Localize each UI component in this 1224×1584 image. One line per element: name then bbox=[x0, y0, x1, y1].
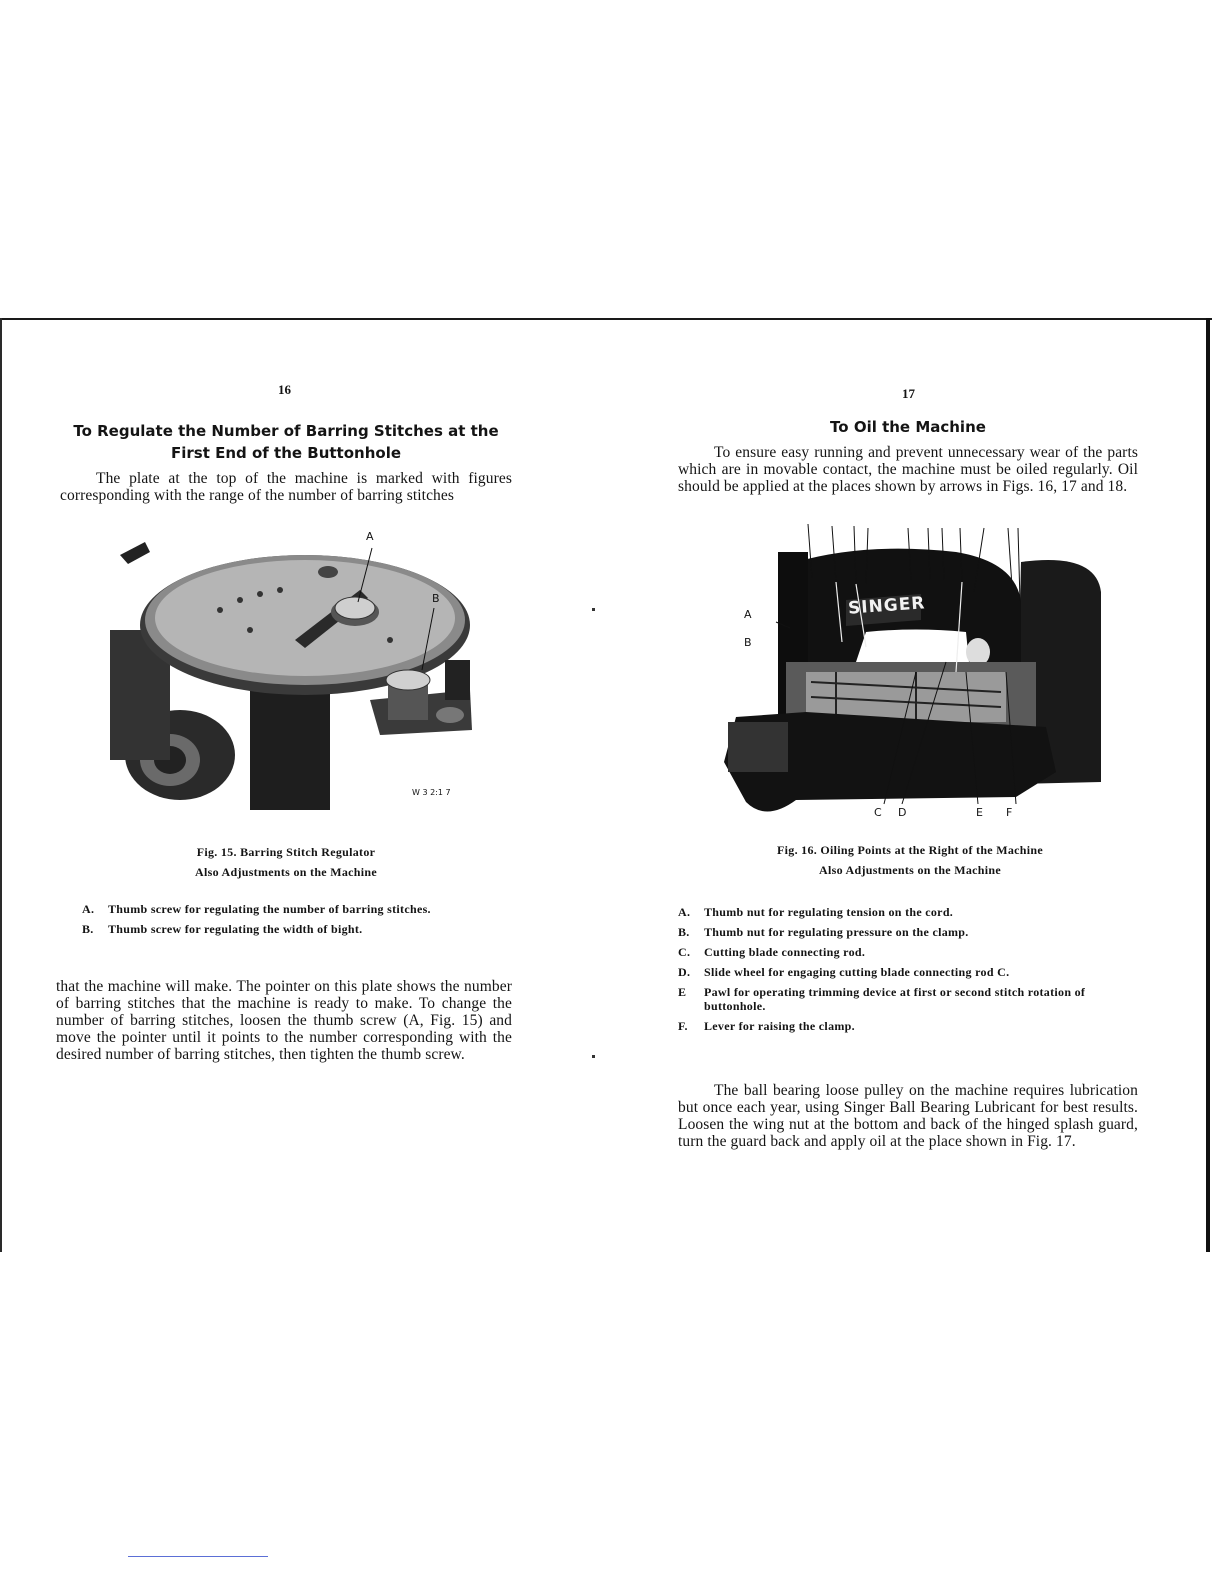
legend-text: Thumb nut for regulating tension on the cord. bbox=[704, 905, 954, 919]
legend-key: E bbox=[678, 985, 687, 999]
page-number-left: 16 bbox=[278, 382, 291, 397]
brand-decal: SINGER bbox=[847, 593, 927, 619]
callout-b-fig15: B bbox=[432, 592, 440, 605]
callout-a-fig15: A bbox=[366, 530, 374, 543]
legend-item bbox=[678, 925, 1140, 939]
caption-line-1: Fig. 16. Oiling Points at the Right of the Machine bbox=[777, 843, 1043, 857]
figure-16-oiling-points bbox=[716, 522, 1106, 827]
body-paragraph-left: that the machine will make. The pointer on this plate shows the number of barring stitches that the machine is ready to make. To change the number of barring stitches, loosen the thumb screw (A, Fig. 15) and move the pointer until it points to the number corresponding with the desired number of barring stitches, then tighten the thumb screw. bbox=[56, 978, 512, 1063]
figure-15-caption bbox=[80, 842, 492, 882]
legend-item bbox=[82, 902, 512, 916]
legend-key: C. bbox=[678, 945, 691, 959]
callout-f-fig16: F bbox=[1006, 806, 1013, 819]
legend-key: B. bbox=[82, 922, 94, 936]
figure-16-legend bbox=[678, 905, 1140, 1039]
section-heading-left bbox=[60, 420, 512, 464]
intro-paragraph-right: To ensure easy running and prevent unnecessary wear of the parts which are in movable contact, the machine must be oiled regularly. Oil should be applied at the places shown by arrows in Figs. 16, 17 and 18. bbox=[678, 444, 1138, 495]
caption-line-1: Fig. 15. Barring Stitch Regulator bbox=[196, 845, 376, 859]
sewing-machine-illustration bbox=[716, 522, 1106, 827]
caption-line-2: Also Adjustments on the Machine bbox=[195, 865, 377, 879]
legend-item bbox=[82, 922, 512, 936]
legend-item bbox=[678, 905, 1140, 919]
callout-c-fig16: C bbox=[874, 806, 882, 819]
barring-regulator-illustration bbox=[100, 530, 480, 810]
scan-artifact-line bbox=[128, 1556, 268, 1557]
legend-key: A. bbox=[82, 902, 95, 916]
callout-d-fig16: D bbox=[898, 806, 907, 819]
legend-key: A. bbox=[678, 905, 691, 919]
figure-15-legend bbox=[82, 902, 512, 942]
page-top-rule bbox=[0, 318, 1212, 320]
legend-item bbox=[678, 945, 1140, 959]
caption-line-2: Also Adjustments on the Machine bbox=[819, 863, 1001, 877]
legend-key: F. bbox=[678, 1019, 688, 1033]
legend-item bbox=[678, 1019, 1140, 1033]
legend-text: Slide wheel for engaging cutting blade connecting rod C. bbox=[704, 965, 1010, 979]
heading-line-1: To Regulate the Number of Barring Stitches at the bbox=[73, 422, 499, 440]
callout-b-fig16: B bbox=[744, 636, 752, 649]
legend-key: D. bbox=[678, 965, 691, 979]
figure-16-caption bbox=[700, 840, 1120, 880]
page-left-edge bbox=[0, 318, 2, 1252]
page-right-edge bbox=[1206, 318, 1210, 1252]
legend-item bbox=[678, 985, 1140, 1013]
legend-text: Thumb nut for regulating pressure on the clamp. bbox=[704, 925, 969, 939]
legend-text: Pawl for operating trimming device at first or second stitch rotation of buttonhole. bbox=[704, 985, 1086, 1013]
body-paragraph-right: The ball bearing loose pulley on the machine requires lubrication but once each year, using Singer Ball Bearing Lubricant for best results. Loosen the wing nut at the bottom and back of the hinged splash guard, turn the guard back and apply oil at the place shown in Fig. 17. bbox=[678, 1082, 1138, 1150]
legend-text: Lever for raising the clamp. bbox=[704, 1019, 855, 1033]
figure-15-barring-regulator bbox=[100, 530, 480, 810]
page-number-right: 17 bbox=[902, 386, 915, 401]
plate-mark: W 3 2:1 7 bbox=[412, 788, 451, 797]
legend-key: B. bbox=[678, 925, 690, 939]
legend-text: Thumb screw for regulating the width of bight. bbox=[108, 922, 363, 936]
intro-paragraph-left: The plate at the top of the machine is marked with figures corresponding with the range of the number of barring stitches bbox=[60, 470, 512, 504]
gutter-mark bbox=[592, 608, 595, 611]
callout-a-fig16: A bbox=[744, 608, 752, 621]
callout-e-fig16: E bbox=[976, 806, 983, 819]
gutter-mark bbox=[592, 1055, 595, 1058]
legend-item bbox=[678, 965, 1140, 979]
legend-text: Thumb screw for regulating the number of barring stitches. bbox=[108, 902, 431, 916]
heading-line-2: First End of the Buttonhole bbox=[170, 444, 402, 462]
section-heading-right: To Oil the Machine bbox=[830, 418, 986, 436]
legend-text: Cutting blade connecting rod. bbox=[704, 945, 866, 959]
